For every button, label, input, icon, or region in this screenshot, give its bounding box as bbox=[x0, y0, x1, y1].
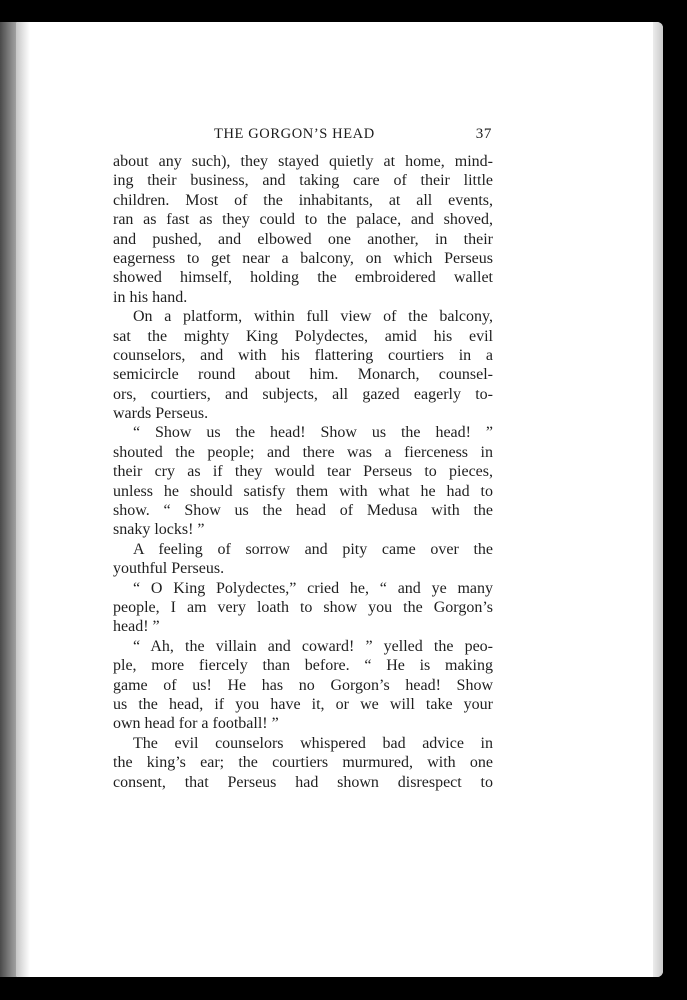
text-line: game of us! He has no Gorgon’s head! Show bbox=[113, 676, 493, 694]
text-line: sat the mighty King Polydectes, amid his evil bbox=[113, 327, 493, 345]
text-line: people, I am very loath to show you the Gorgon’s bbox=[113, 598, 493, 616]
page-edge bbox=[653, 22, 663, 977]
text-line: and pushed, and elbowed one another, in their bbox=[113, 230, 493, 248]
text-line: eagerness to get near a balcony, on which Perseus bbox=[113, 249, 493, 267]
text-line: snaky locks! ” bbox=[113, 521, 205, 539]
text-line: “ O King Polydectes,” cried he, “ and ye many bbox=[133, 579, 493, 597]
running-head bbox=[112, 126, 492, 146]
text-line: shouted the people; and there was a fierceness in bbox=[113, 443, 493, 461]
text-line: On a platform, within full view of the balcony, bbox=[133, 308, 493, 326]
text-line: children. Most of the inhabitants, at all events, bbox=[113, 191, 493, 209]
text-line: ple, more fiercely than before. “ He is making bbox=[113, 657, 493, 675]
text-line: A feeling of sorrow and pity came over the bbox=[133, 540, 493, 558]
text-line: us the head, if you have it, or we will take your bbox=[113, 695, 493, 713]
text-line: ran as fast as they could to the palace, and shoved, bbox=[113, 211, 493, 229]
text-line: showed himself, holding the embroidered wallet bbox=[113, 269, 493, 287]
text-line: semicircle round about him. Monarch, counsel- bbox=[113, 366, 493, 384]
text-line: “ Show us the head! Show us the head! ” bbox=[133, 424, 493, 442]
text-line: show. “ Show us the head of Medusa with the bbox=[113, 502, 493, 520]
text-line: ors, courtiers, and subjects, all gazed eagerly to- bbox=[113, 385, 493, 403]
text-line: “ Ah, the villain and coward! ” yelled the peo- bbox=[133, 637, 493, 655]
text-line: their cry as if they would tear Perseus to pieces, bbox=[113, 463, 493, 481]
text-line: in his hand. bbox=[113, 288, 188, 306]
text-line: unless he should satisfy them with what he had to bbox=[113, 482, 493, 500]
running-head-title: THE GORGON’S HEAD bbox=[214, 126, 375, 142]
text-line: The evil counselors whispered bad advice in bbox=[133, 734, 493, 752]
text-line: the king’s ear; the courtiers murmured, with one bbox=[113, 754, 493, 772]
text-line: own head for a football! ” bbox=[113, 715, 279, 733]
page-gutter bbox=[16, 22, 30, 977]
text-line: wards Perseus. bbox=[113, 405, 209, 423]
text-line: about any such), they stayed quietly at home, mind- bbox=[113, 153, 493, 170]
page-number: 37 bbox=[475, 126, 492, 142]
body-text bbox=[113, 152, 493, 792]
text-line: head! ” bbox=[113, 618, 160, 636]
text-line: youthful Perseus. bbox=[113, 560, 225, 578]
text-line: consent, that Perseus had shown disrespect to bbox=[113, 773, 493, 791]
text-line: ing their business, and taking care of their little bbox=[113, 172, 493, 190]
text-line: counselors, and with his flattering courtiers in a bbox=[113, 346, 493, 364]
